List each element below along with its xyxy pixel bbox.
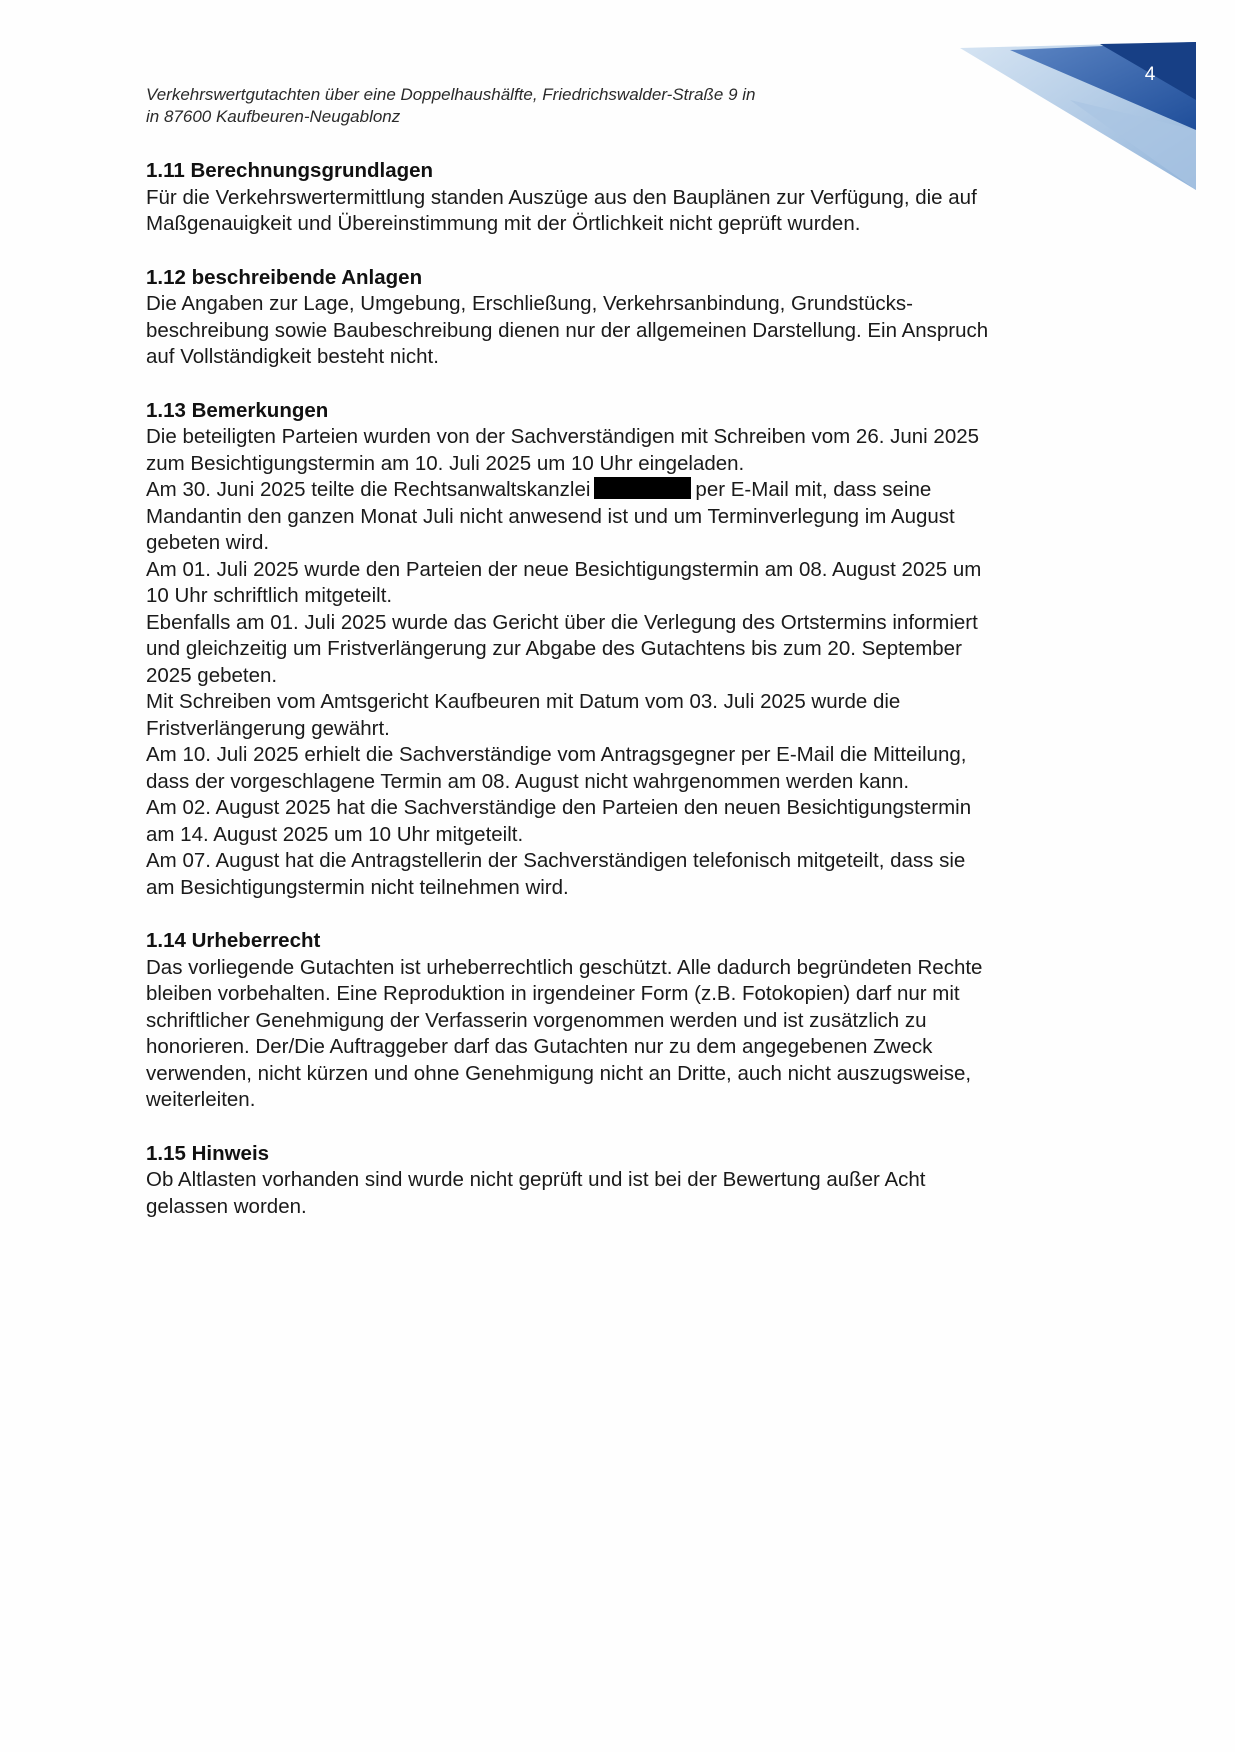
page-number: 4 — [1144, 64, 1156, 85]
text-before-redaction: Am 30. Juni 2025 teilte die Rechtsanwaltskanzlei — [146, 478, 591, 501]
paragraph-line: Am 01. Juli 2025 wurde den Parteien der neue Besichtigungstermin am 08. August 2025 um — [146, 557, 982, 581]
paragraph-line: Die Angaben zur Lage, Umgebung, Erschließung, Verkehrsanbindung, Grundstücks- — [146, 292, 913, 315]
paragraph-line: weiterleiten. — [146, 1088, 256, 1111]
paragraph-line: Ebenfalls am 01. Juli 2025 wurde das Gericht über die Verlegung des Ortstermins informiert — [146, 610, 978, 634]
running-header — [146, 84, 756, 128]
paragraph-line: Am 10. Juli 2025 erhielt die Sachverständige vom Antragsgegner per E-Mail die Mitteilung, — [146, 743, 967, 766]
paragraph-line: am 14. August 2025 um 10 Uhr mitgeteilt. — [146, 822, 524, 846]
paragraph-line: Das vorliegende Gutachten ist urheberrechtlich geschützt. Alle dadurch begründeten Rechte — [146, 955, 983, 979]
section-1-14 — [146, 928, 1096, 1114]
paragraph-line: Für die Verkehrswertermittlung standen Auszüge aus den Bauplänen zur Verfügung, die auf — [146, 185, 977, 209]
paragraph-line: Ob Altlasten vorhanden sind wurde nicht geprüft und ist bei der Bewertung außer Acht — [146, 1168, 926, 1191]
paragraph-line: gebeten wird. — [146, 531, 270, 554]
paragraph-line: bleiben vorbehalten. Eine Reproduktion in irgendeiner Form (z.B. Fotokopien) darf nur mit — [146, 982, 960, 1005]
paragraph-line: honorieren. Der/Die Auftraggeber darf das Gutachten nur zu dem angegebenen Zweck — [146, 1035, 933, 1058]
paragraph-line-with-redaction — [146, 477, 1096, 504]
paragraph-line: zum Besichtigungstermin am 10. Juli 2025 um 10 Uhr eingeladen. — [146, 451, 745, 475]
document-body — [146, 158, 1096, 1247]
paragraph-line: am Besichtigungstermin nicht teilnehmen wird. — [146, 875, 569, 899]
redaction-bar — [594, 477, 691, 499]
section-heading: 1.15 Hinweis — [146, 1141, 270, 1165]
paragraph-line: Am 02. August 2025 hat die Sachverständige den Parteien den neuen Besichtigungstermin — [146, 796, 972, 819]
paragraph-line: gelassen worden. — [146, 1194, 307, 1218]
paragraph-line: und gleichzeitig um Fristverlängerung zur Abgabe des Gutachtens bis zum 20. September — [146, 637, 962, 660]
section-heading: 1.11 Berechnungsgrundlagen — [146, 159, 434, 182]
section-1-13 — [146, 398, 1096, 902]
paragraph-line: schriftlicher Genehmigung der Verfasserin vorgenommen werden und ist zusätzlich zu — [146, 1008, 927, 1032]
paragraph-line: dass der vorgeschlagene Termin am 08. August nicht wahrgenommen werden kann. — [146, 769, 910, 793]
section-heading: 1.12 beschreibende Anlagen — [146, 265, 423, 289]
paragraph-line: Die beteiligten Parteien wurden von der Sachverständigen mit Schreiben vom 26. Juni 2025 — [146, 425, 980, 448]
paragraph-line: Fristverlängerung gewährt. — [146, 716, 390, 740]
paragraph-line: beschreibung sowie Baubeschreibung dienen nur der allgemeinen Darstellung. Ein Anspruch — [146, 318, 989, 342]
paragraph-line: auf Vollständigkeit besteht nicht. — [146, 345, 439, 368]
paragraph-line: Am 07. August hat die Antragstellerin der Sachverständigen telefonisch mitgeteilt, dass sie — [146, 849, 966, 872]
section-heading: 1.13 Bemerkungen — [146, 398, 329, 422]
paragraph-line: verwenden, nicht kürzen und ohne Genehmigung nicht an Dritte, auch nicht auszugsweise, — [146, 1061, 972, 1085]
text-after-redaction: per E-Mail mit, dass seine — [695, 478, 932, 501]
paragraph-line: Maßgenauigkeit und Übereinstimmung mit der Örtlichkeit nicht geprüft wurden. — [146, 212, 861, 235]
running-header-line-1: Verkehrswertgutachten über eine Doppelhaushälfte, Friedrichswalder-Straße 9 in — [146, 85, 756, 104]
section-1-11 — [146, 158, 1096, 238]
running-header-line-2: in 87600 Kaufbeuren-Neugablonz — [146, 107, 401, 126]
paragraph-line: Mit Schreiben vom Amtsgericht Kaufbeuren mit Datum vom 03. Juli 2025 wurde die — [146, 690, 901, 713]
paragraph-line: 2025 gebeten. — [146, 663, 278, 687]
paragraph-line: 10 Uhr schriftlich mitgeteilt. — [146, 584, 393, 607]
section-1-12 — [146, 265, 1096, 371]
section-1-15 — [146, 1141, 1096, 1221]
section-heading: 1.14 Urheberrecht — [146, 929, 321, 952]
paragraph-line: Mandantin den ganzen Monat Juli nicht anwesend ist und um Terminverlegung im August — [146, 504, 955, 528]
